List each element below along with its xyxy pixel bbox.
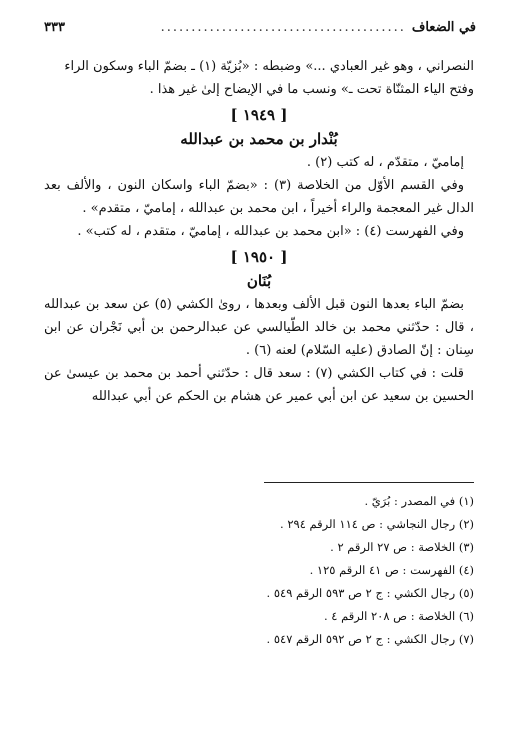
entry-number-1949: [ ١٩٤٩ ] bbox=[230, 106, 288, 124]
entry-number-1950: [ ١٩٥٠ ] bbox=[230, 248, 288, 266]
footnotes bbox=[44, 490, 474, 651]
footnote-5: (٥) رجال الكشي : ج ٢ ص ٥٩٣ الرقم ٥٤٩ . bbox=[266, 586, 474, 600]
footnote-4: (٤) الفهرست : ص ٤١ الرقم ١٢٥ . bbox=[309, 563, 474, 577]
page-header bbox=[44, 20, 476, 42]
entry-1950-paragraph-2: قلت : في كتاب الكشي (٧) : سعد قال : حدّثني أحمد بن محمد بن عيسىٰ عن الحسين بن سعيد عن ابن أبي عمير عن هشام بن الحكم عن أبي عبدالله bbox=[44, 366, 474, 404]
footnote-1: (١) في المصدر : بُرَيّ . bbox=[364, 494, 474, 508]
page-number: ٣٣٣ bbox=[44, 20, 65, 35]
header-dot-leader: ........................................ bbox=[160, 20, 406, 35]
entry-1950-paragraph-1: بضمّ الباء بعدها النون قبل الألف وبعدها ، روىٰ الكشي (٥) عن سعد بن عبدالله ، قال : حدّثني محمد بن خالد الطّيالسي عن عبدالرحمن بن أبي نَجْران عن ابن سِنان : إنّ الصادق (عليه السّلام) لعنه (٦) . bbox=[44, 297, 474, 358]
intro-line-1: النصراني ، وهو غير العبادي ...» وضبطه : «بُزيّة (١) ـ بضمّ الباء وسكون الراء bbox=[64, 59, 474, 74]
footnote-3: (٣) الخلاصة : ص ٢٧ الرقم ٢ . bbox=[330, 540, 474, 554]
entry-name-1949: بُنْدار بن محمد بن عبدالله bbox=[180, 130, 338, 148]
entry-name-1950: بُنَان bbox=[246, 272, 272, 290]
footnote-2: (٢) رجال النجاشي : ص ١١٤ الرقم ٢٩٤ . bbox=[280, 517, 474, 531]
entry-1949-paragraph-2: وفي القسم الأوّل من الخلاصة (٣) : «بضمّ الباء واسكان النون ، والألف بعد الدال غير المعجمة والراء أخيراً ، ابن محمد بن عبدالله ، إماميّ ، متقدم» . bbox=[44, 178, 474, 216]
footnote-6: (٦) الخلاصة : ص ٢٠٨ الرقم ٤ . bbox=[323, 609, 474, 623]
main-text bbox=[44, 55, 474, 408]
footnote-7: (٧) رجال الكشي : ج ٢ ص ٥٩٢ الرقم ٥٤٧ . bbox=[266, 632, 474, 646]
entry-1949-paragraph-3: وفي الفهرست (٤) : «ابن محمد بن عبدالله ، إماميّ ، متقدم ، له كتب» . bbox=[77, 224, 464, 239]
entry-1949-paragraph-1: إماميّ ، متقدّم ، له كتب (٢) . bbox=[306, 155, 464, 170]
running-title: في الضعاف bbox=[411, 20, 476, 35]
intro-line-2: وفتح الياء المثنّاة تحت ـ» ونسب ما في الإيضاح إلىٰ غير هذا . bbox=[149, 82, 474, 97]
footnote-separator bbox=[264, 482, 474, 483]
